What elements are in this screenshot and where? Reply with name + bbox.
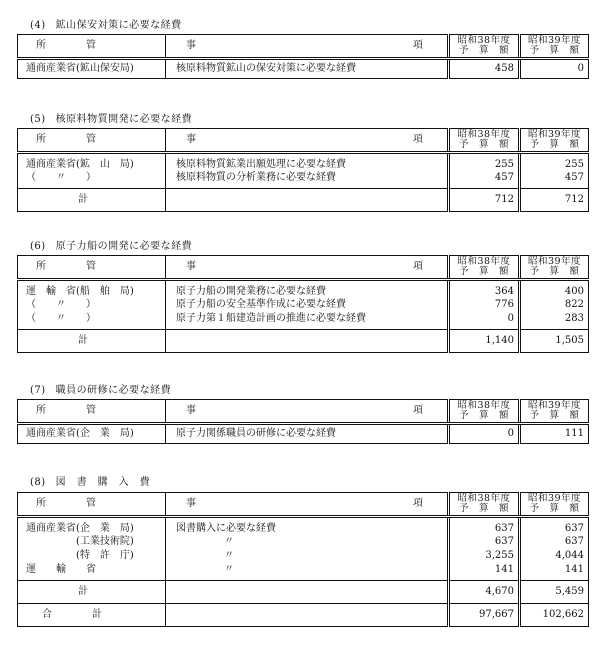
section-title-text: 核原料物質開発に必要な経費	[55, 114, 193, 125]
header-fy38	[449, 256, 520, 280]
header-fy39	[520, 129, 589, 153]
table-row	[18, 153, 589, 172]
header-agency-text: 所 管	[36, 405, 96, 416]
header-agency	[18, 129, 166, 153]
header-fy38-year: 昭和38年度	[457, 35, 511, 46]
row-fy39-amount: 0	[520, 59, 589, 79]
budget-table	[17, 255, 589, 353]
row-agency: 運 輸 省(船 舶 局)	[26, 285, 134, 297]
row-fy38-amount: 255	[449, 153, 520, 172]
budget-table	[17, 492, 589, 627]
table-row	[18, 517, 589, 536]
header-item-left: 事	[186, 405, 196, 416]
total-fy39-amount: 712	[520, 189, 589, 212]
total-item-blank	[166, 330, 449, 353]
row-agency: 通商産業省(鉱 山 局)	[26, 158, 134, 170]
section-title-text: 職員の研修に必要な経費	[55, 385, 172, 396]
row-item: 〃	[166, 549, 449, 563]
budget-table	[17, 128, 589, 212]
table-row	[18, 424, 589, 444]
header-item-right: 項	[413, 405, 423, 416]
table-row	[18, 59, 589, 79]
total-fy38-amount: 712	[449, 189, 520, 212]
total-fy38-amount: 4,670	[449, 581, 520, 604]
row-agency: (工業技術院)	[26, 536, 134, 547]
section-number: (6)	[30, 241, 46, 252]
total-fy39-amount: 5,459	[520, 581, 589, 604]
row-item: 原子力関係職員の研修に必要な経費	[166, 424, 449, 444]
row-fy39-amount: 141	[520, 563, 589, 581]
section-title	[30, 237, 192, 252]
row-fy39-amount: 822	[520, 298, 589, 312]
table-header-row	[18, 129, 589, 153]
header-agency-text: 所 管	[36, 134, 96, 145]
header-fy38-year: 昭和38年度	[457, 256, 511, 267]
row-fy38-amount: 637	[449, 517, 520, 536]
total-item-blank	[166, 581, 449, 604]
header-item-right: 項	[413, 40, 423, 51]
header-fy39-year: 昭和39年度	[527, 256, 582, 267]
header-fy38-label: 予 算 額	[458, 266, 509, 277]
header-fy39-year: 昭和39年度	[527, 493, 582, 504]
section-title	[30, 16, 182, 31]
grand-total-item-blank	[166, 604, 449, 627]
table-header-row	[18, 400, 589, 424]
total-fy39-amount: 1,505	[520, 330, 589, 353]
header-fy39	[520, 256, 589, 280]
header-fy38-label: 予 算 額	[458, 503, 509, 514]
grand-total-fy38-amount: 97,667	[449, 604, 520, 627]
row-item: 核原料物質鉱山の保安対策に必要な経費	[166, 59, 449, 79]
header-fy39	[520, 400, 589, 424]
header-item	[166, 129, 449, 153]
budget-table	[17, 399, 589, 444]
section-number: (8)	[30, 477, 46, 488]
row-agency: 通商産業省(企 業 局)	[26, 428, 134, 439]
row-fy38-amount: 776	[449, 298, 520, 312]
row-item: 核原料物質の分析業務に必要な経費	[166, 171, 449, 189]
total-row	[18, 189, 589, 212]
row-fy38-amount: 458	[449, 59, 520, 79]
table-header-row	[18, 35, 589, 59]
row-item: 図書購入に必要な経費	[166, 517, 449, 536]
row-item: 〃	[166, 535, 449, 549]
header-item-left: 事	[186, 261, 196, 272]
header-agency	[18, 400, 166, 424]
row-fy38-amount: 0	[449, 424, 520, 444]
row-fy38-amount: 364	[449, 280, 520, 299]
section-title-text: 原子力船の開発に必要な経費	[55, 241, 193, 252]
header-item-right: 項	[413, 134, 423, 145]
header-fy39-label: 予 算 額	[529, 410, 580, 421]
row-item: 核原料物質鉱業出願処理に必要な経費	[166, 153, 449, 172]
header-item	[166, 256, 449, 280]
header-fy39-year: 昭和39年度	[527, 400, 582, 411]
total-label: 計	[18, 330, 166, 353]
row-agency: 通商産業省(鉱山保安局)	[26, 63, 134, 74]
section-title-text: 鉱山保安対策に必要な経費	[55, 20, 182, 31]
row-fy39-amount: 255	[520, 153, 589, 172]
grand-total-fy39-amount: 102,662	[520, 604, 589, 627]
header-fy38-year: 昭和38年度	[457, 400, 511, 411]
row-item: 原子力船の安全基準作成に必要な経費	[166, 298, 449, 312]
header-fy39	[520, 493, 589, 517]
row-item: 原子力船の開発業務に必要な経費	[166, 280, 449, 299]
row-agency: （ 〃 ）	[26, 299, 96, 310]
section-number: (7)	[30, 385, 46, 396]
header-item-left: 事	[186, 134, 196, 145]
row-agency: (特 許 庁)	[26, 550, 134, 561]
header-agency	[18, 256, 166, 280]
section-title	[30, 381, 171, 396]
header-agency	[18, 35, 166, 59]
header-agency-text: 所 管	[36, 40, 96, 51]
header-item-left: 事	[186, 40, 196, 51]
header-fy38	[449, 493, 520, 517]
section-number: (4)	[30, 20, 46, 31]
header-fy38	[449, 400, 520, 424]
header-fy38	[449, 35, 520, 59]
grand-total-label: 合計	[18, 604, 166, 627]
header-fy38-label: 予 算 額	[458, 139, 509, 150]
header-item	[166, 35, 449, 59]
row-fy38-amount: 637	[449, 535, 520, 549]
header-fy39	[520, 35, 589, 59]
total-label: 計	[18, 189, 166, 212]
table-row	[18, 171, 589, 189]
total-row	[18, 330, 589, 353]
row-agency: 通商産業省(企 業 局)	[26, 522, 134, 534]
header-fy38-label: 予 算 額	[458, 45, 509, 56]
row-agency: 運 輸 省	[26, 563, 96, 575]
table-row	[18, 563, 589, 581]
table-row	[18, 535, 589, 549]
header-item-left: 事	[186, 498, 196, 509]
header-agency	[18, 493, 166, 517]
row-fy39-amount: 4,044	[520, 549, 589, 563]
table-row	[18, 298, 589, 312]
row-agency: （ 〃 ）	[26, 171, 96, 183]
header-item-right: 項	[413, 261, 423, 272]
header-item-right: 項	[413, 498, 423, 509]
row-item: 〃	[166, 563, 449, 581]
row-agency: （ 〃 ）	[26, 312, 96, 324]
table-row	[18, 312, 589, 330]
header-fy38	[449, 129, 520, 153]
row-fy38-amount: 141	[449, 563, 520, 581]
header-agency-text: 所 管	[36, 261, 96, 272]
row-fy38-amount: 0	[449, 312, 520, 330]
row-fy39-amount: 457	[520, 171, 589, 189]
row-fy38-amount: 3,255	[449, 549, 520, 563]
header-fy39-label: 予 算 額	[529, 503, 580, 514]
row-fy39-amount: 637	[520, 535, 589, 549]
table-header-row	[18, 256, 589, 280]
table-row	[18, 549, 589, 563]
table-header-row	[18, 493, 589, 517]
header-fy38-year: 昭和38年度	[457, 129, 511, 140]
row-fy39-amount: 283	[520, 312, 589, 330]
header-fy39-label: 予 算 額	[529, 139, 580, 150]
section-number: (5)	[30, 114, 46, 125]
total-row	[18, 581, 589, 604]
row-fy39-amount: 637	[520, 517, 589, 536]
header-fy39-label: 予 算 額	[529, 45, 580, 56]
budget-table	[17, 34, 589, 79]
section-title-text: 図 書 購 入 費	[55, 477, 151, 488]
section-title	[30, 473, 150, 488]
row-fy39-amount: 111	[520, 424, 589, 444]
header-item	[166, 493, 449, 517]
table-row	[18, 280, 589, 299]
header-fy38-year: 昭和38年度	[457, 493, 511, 504]
header-fy39-year: 昭和39年度	[527, 129, 582, 140]
header-fy38-label: 予 算 額	[458, 410, 509, 421]
header-agency-text: 所 管	[36, 498, 96, 509]
grand-total-row	[18, 604, 589, 627]
total-item-blank	[166, 189, 449, 212]
row-item: 原子力第１船建造計画の推進に必要な経費	[166, 312, 449, 330]
header-fy39-year: 昭和39年度	[527, 35, 582, 46]
header-fy39-label: 予 算 額	[529, 266, 580, 277]
row-fy38-amount: 457	[449, 171, 520, 189]
total-fy38-amount: 1,140	[449, 330, 520, 353]
header-item	[166, 400, 449, 424]
section-title	[30, 110, 192, 125]
total-label: 計	[18, 581, 166, 604]
row-fy39-amount: 400	[520, 280, 589, 299]
